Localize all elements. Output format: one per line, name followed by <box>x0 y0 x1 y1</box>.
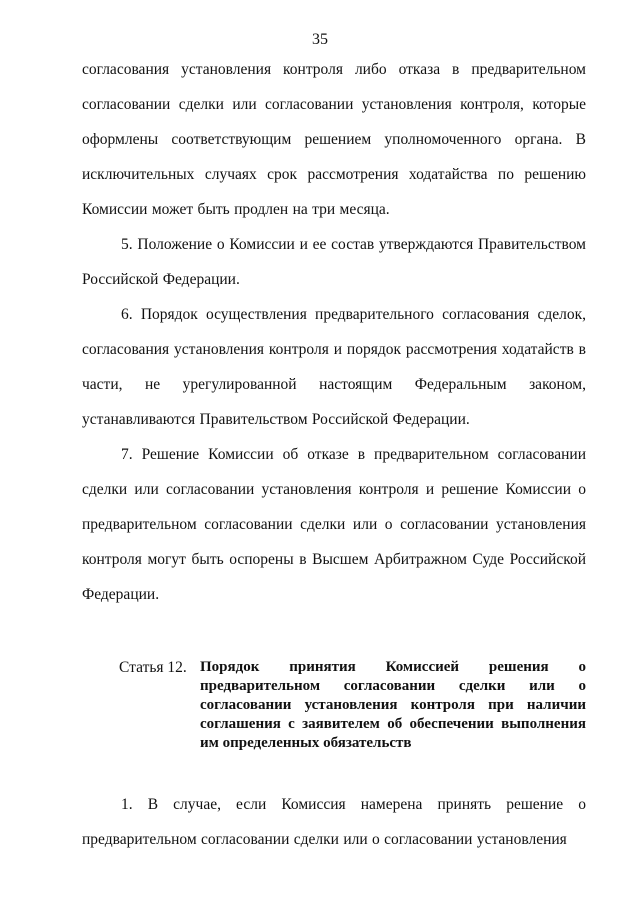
paragraph-5: 5. Положение о Комиссии и ее состав утверждаются Правительством Российской Федерации. <box>82 236 586 288</box>
paragraph-6: 6. Порядок осуществления предварительного согласования сделок, согласования установления контроля и порядок рассмотрения ходатайств в части, не урегулированной настоящим Федеральным законом, устанавливаются Правительством Российской Федерации. <box>82 306 586 428</box>
article-heading <box>82 658 586 753</box>
paragraph-7: 7. Решение Комиссии об отказе в предварительном согласовании сделки или согласовании установления контроля и решение Комиссии о предварительном согласовании сделки или о согласовании установления контроля могут быть оспорены в Высшем Арбитражном Суде Российской Федерации. <box>82 446 586 603</box>
page-number: 35 <box>312 31 328 48</box>
article-title: Порядок принятия Комиссией решения о предварительном согласовании сделки или о согласовании установления контроля при наличии соглашения с заявителем об обеспечении выполнения им определенных обязательств <box>200 659 586 751</box>
article-number: Статья 12. <box>119 659 187 676</box>
paragraph-article-12-1: 1. В случае, если Комиссия намерена принять решение о предварительном согласовании сделки или о согласовании установления <box>82 796 586 848</box>
document-body <box>82 52 586 857</box>
spacer <box>82 753 586 787</box>
paragraph-continuation: согласования установления контроля либо отказа в предварительном согласовании сделки или согласовании установления контроля, которые оформлены соответствующим решением уполномоченного органа. В исключительных случаях срок рассмотрения ходатайства по решению Комиссии может быть продлен на три месяца. <box>82 61 586 218</box>
